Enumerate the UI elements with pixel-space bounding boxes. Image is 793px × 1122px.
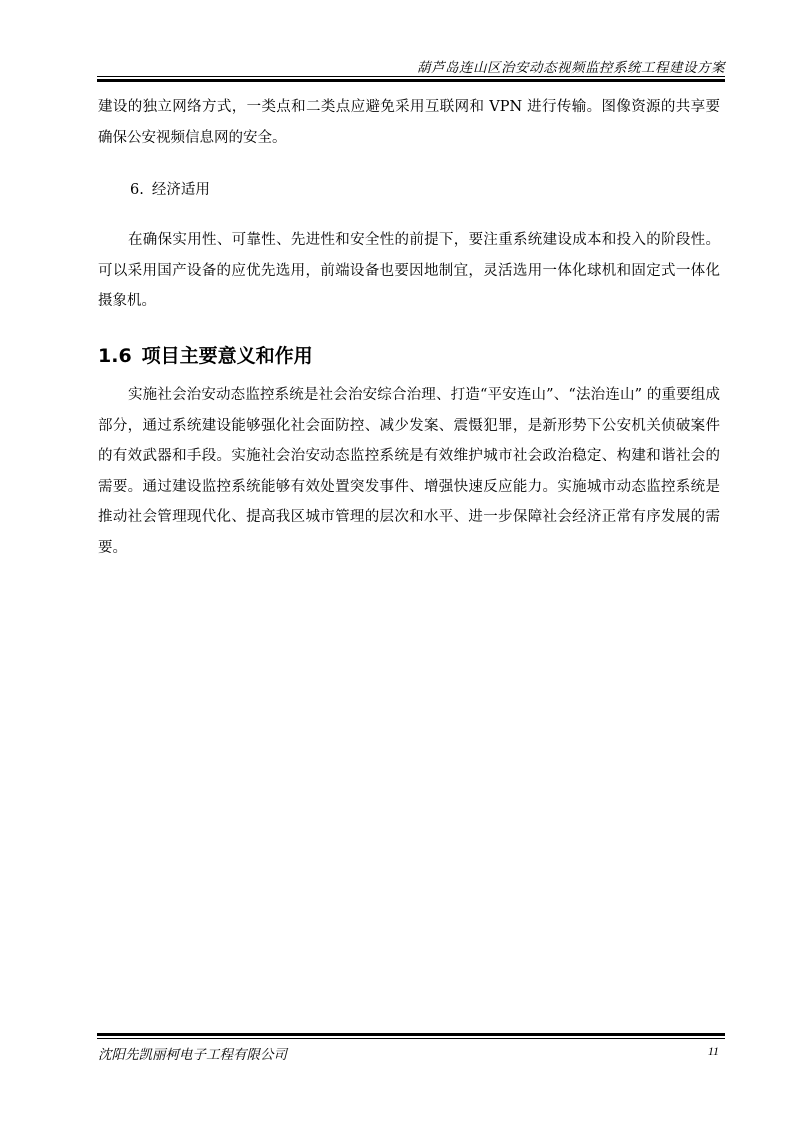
section-body: 实施社会治安动态监控系统是社会治安综合治理、打造“平安连山”、“法治连山” 的重要组成部分，通过系统建设能够强化社会面防控、减少发案、震慑犯罪，是新形势下公安机关侦破案件的有效武器和手段。实施社会治安动态监控系统是有效维护城市社会政治稳定、构建和谐社会的需要。通过建设监控系统能够有效处置突发事件、增强快速反应能力。实施城市动态监控系统是推动社会管理现代化、提高我区城市管理的层次和水平、进一步保障社会经济正常有序发展的需要。 xyxy=(98,387,720,556)
subsection-paragraph xyxy=(98,225,720,317)
page-number: 11 xyxy=(707,1044,719,1058)
subsection-number: 6. xyxy=(130,182,144,198)
subsection-body: 在确保实用性、可靠性、先进性和安全性的前提下，要注重系统建设成本和投入的阶段性。可以采用国产设备的应优先选用，前端设备也要因地制宜，灵活选用一体化球机和固定式一体化摄象机。 xyxy=(98,232,720,309)
section-heading xyxy=(98,341,313,368)
section-title: 项目主要意义和作用 xyxy=(141,345,313,367)
continuation-text: 建设的独立网络方式，一类点和二类点应避免采用互联网和 VPN 进行传输。图像资源的共享要确保公安视频信息网的安全。 xyxy=(98,99,720,146)
footer-rule-thick xyxy=(97,1033,725,1036)
section-number: 1.6 xyxy=(98,345,132,367)
header-title: 葫芦岛连山区治安动态视频监控系统工程建设方案 xyxy=(417,60,725,76)
header-rule-thin xyxy=(97,76,725,77)
section-paragraph xyxy=(98,380,720,563)
subsection-title: 经济适用 xyxy=(151,182,210,198)
continuation-paragraph xyxy=(98,92,720,153)
subsection-heading xyxy=(130,178,218,199)
header-rule-thick xyxy=(97,79,725,82)
footer-rule-thin xyxy=(97,1038,725,1039)
footer-company: 沈阳先凯丽柯电子工程有限公司 xyxy=(98,1047,287,1063)
